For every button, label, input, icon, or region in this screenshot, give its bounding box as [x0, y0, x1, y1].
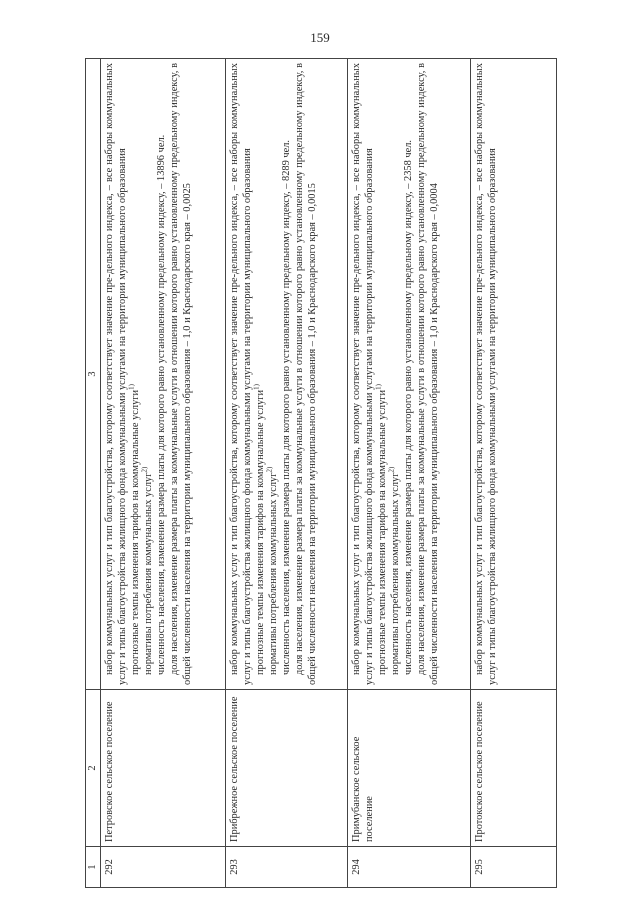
description-line: численность населения, изменение размера платы для которого равно установленному предельному индексу, – 13896 чел. — [156, 134, 168, 675]
settlement-name: Петровское сельское поселение — [101, 690, 226, 847]
row-number: 294 — [348, 847, 471, 888]
description-line: численность населения, изменение размера платы для которого равно установленному предельному индексу, – 8289 чел. — [280, 139, 292, 675]
table-body — [101, 59, 557, 888]
footnote-mark: 1) — [374, 384, 383, 390]
description-line: нормативы потребления коммунальных услуг$^{2)}$ — [265, 466, 279, 675]
description-line: набор коммунальных услуг и тип благоустройства, которому соответствует значение пре-дельного индекса, – все наборы коммунальных услуг и типы благоустройства жилищного фонда коммунальными услугами на территории муниципального образования — [104, 63, 129, 685]
row-number: 295 — [470, 847, 556, 888]
header-col-2: 2 — [86, 690, 101, 847]
header-col-3: 3 — [86, 59, 101, 690]
description-line: прогнозные темпы изменения тарифов на коммунальные услуги$^{1)}$ — [252, 384, 266, 675]
table-row — [470, 59, 556, 888]
footnote-mark: 1) — [127, 384, 136, 390]
row-number: 293 — [225, 847, 348, 888]
row-number: 292 — [101, 847, 226, 888]
description-line: нормативы потребления коммунальных услуг$^{2)}$ — [140, 466, 155, 675]
description-cell — [470, 59, 556, 690]
table-row — [101, 59, 226, 888]
description-cell — [101, 59, 226, 690]
page-number: 159 — [310, 30, 330, 45]
description-line: доля населения, изменение размера платы за коммунальные услуги в отношении которого равно установленному предельному индексу, в общей численности населения на территории муниципального образования – 1,0 и Краснодарского края – 0,0015 — [293, 63, 318, 685]
description-line: набор коммунальных услуг и тип благоустройства, которому соответствует значение пре-дельного индекса, – все наборы коммунальных услуг и типы благоустройства жилищного фонда коммунальными услугами на территории муниципального образования — [351, 63, 376, 685]
settlement-name: Примубанское сельское поселение — [348, 690, 471, 847]
description-line: доля населения, изменение размера платы за коммунальные услуги в отношении которого равно установленному предельному индексу, в общей численности населения на территории муниципального образования – 1,0 и Краснодарского края – 0,0025 — [169, 63, 194, 685]
footnote-mark: 2) — [140, 466, 149, 473]
header-col-1: 1 — [86, 847, 101, 888]
description-cell — [348, 59, 471, 690]
description-line: набор коммунальных услуг и тип благоустройства, которому соответствует значение пре-дельного индекса, – все наборы коммунальных услуг и типы благоустройства жилищного фонда коммунальными услугами на территории муниципального образования — [473, 63, 498, 685]
settlement-name: Прибрежное сельское поселение — [225, 690, 348, 847]
description-line: численность населения, изменение размера платы для которого равно установленному предельному индексу, – 2358 чел. — [403, 139, 415, 675]
description-line: набор коммунальных услуг и тип благоустройства, которому соответствует значение пре-дельного индекса, – все наборы коммунальных услуг и типы благоустройства жилищного фонда коммунальными услугами на территории муниципального образования — [228, 63, 253, 685]
description-line: прогнозные темпы изменения тарифов на коммунальные услуги$^{1)}$ — [374, 384, 389, 675]
description-line: прогнозные темпы изменения тарифов на коммунальные услуги$^{1)}$ — [127, 384, 142, 675]
table-row — [225, 59, 348, 888]
description-line: доля населения, изменение размера платы за коммунальные услуги в отношении которого равно установленному предельному индексу, в общей численности населения на территории муниципального образования – 1,0 и Краснодарского края – 0,0004 — [416, 63, 441, 685]
footnote-mark: 1) — [252, 384, 261, 390]
description-cell — [225, 59, 348, 690]
settlement-name: Протокское сельское поселение — [470, 690, 556, 847]
footnote-mark: 2) — [265, 466, 274, 473]
data-table — [85, 58, 557, 888]
table-header-row — [86, 59, 101, 888]
footnote-mark: 2) — [387, 466, 396, 473]
rotated-table-container — [85, 58, 557, 888]
table-row — [348, 59, 471, 888]
description-line: нормативы потребления коммунальных услуг$^{2)}$ — [387, 466, 402, 675]
